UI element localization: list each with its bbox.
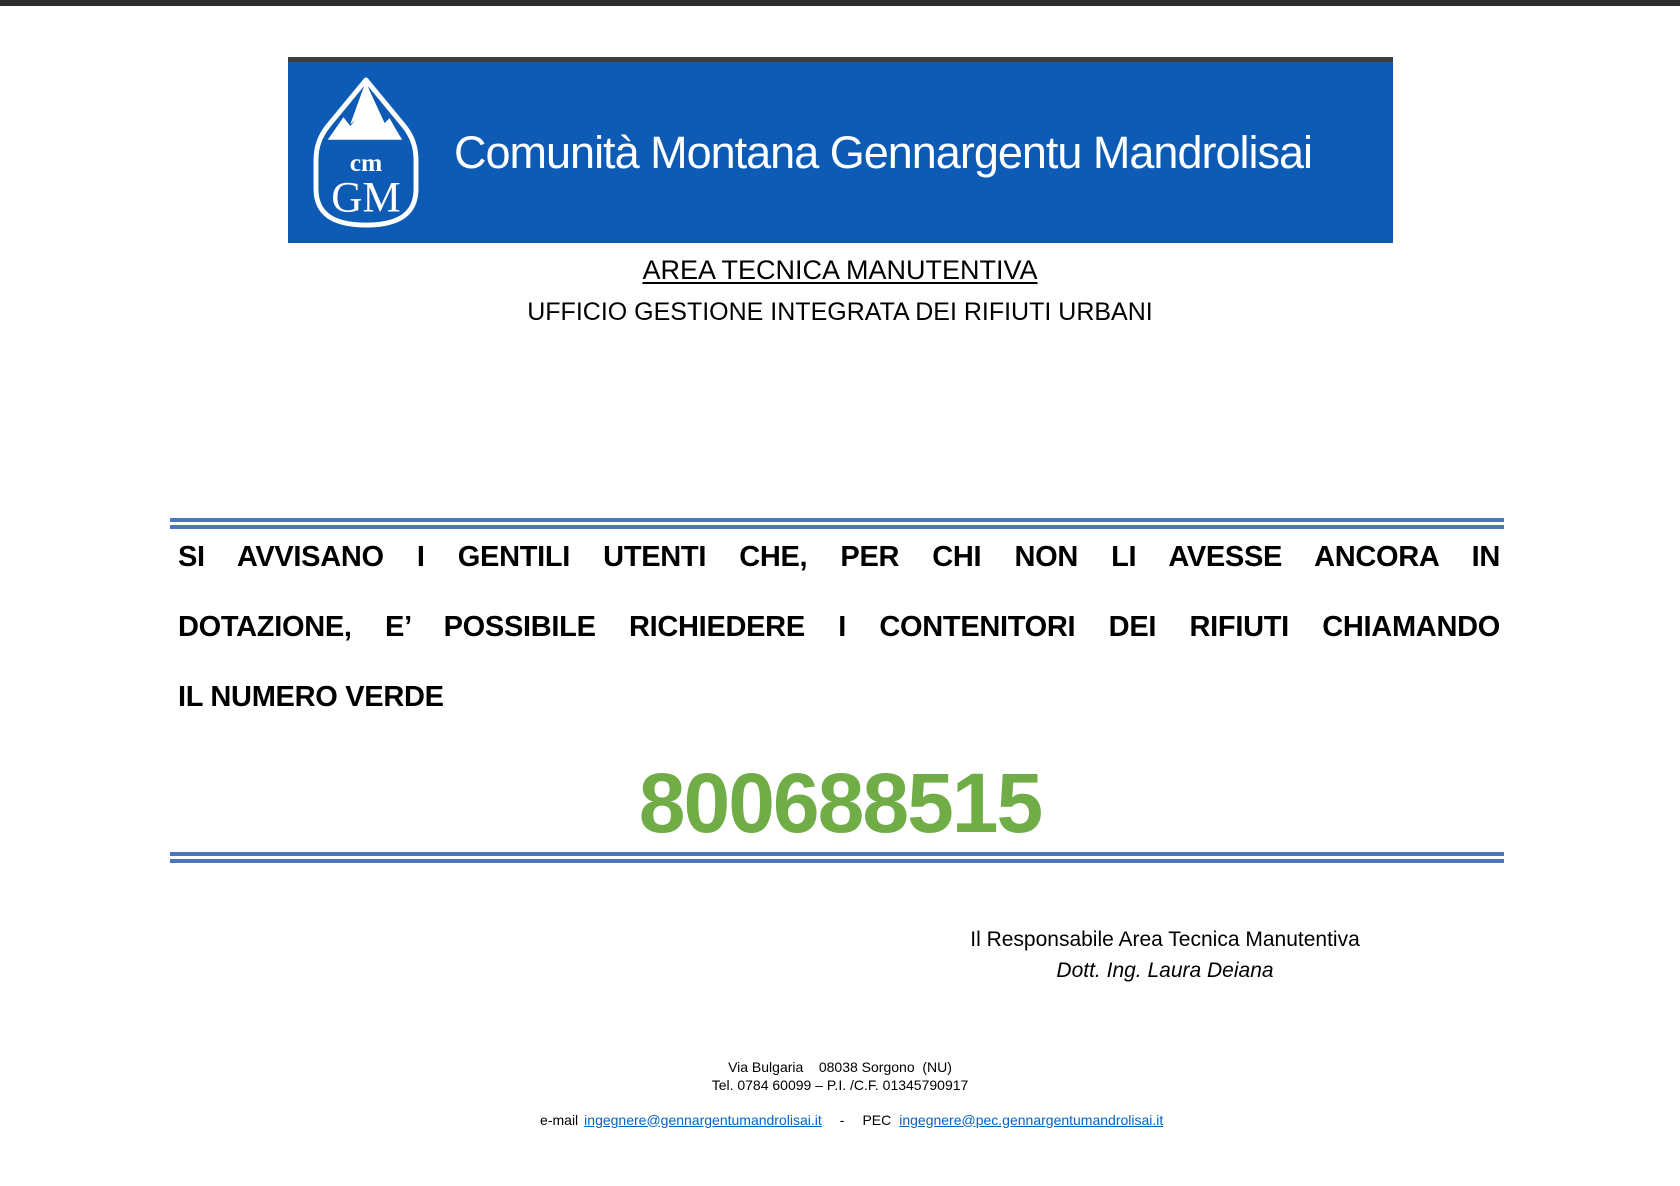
notice-line-3: IL NUMERO VERDE	[178, 681, 444, 713]
pec-link[interactable]: ingegnere@pec.gennargentumandrolisai.it	[899, 1111, 1164, 1128]
document-headings	[0, 255, 1680, 327]
toll-free-number: 800688515	[638, 756, 1042, 850]
notice-line-1: SI AVVISANO I GENTILI UTENTI CHE, PER CHI NON LI AVESSE ANCORA IN	[178, 541, 1500, 573]
department-heading: AREA TECNICA MANUTENTIVA	[642, 255, 1038, 285]
notice-line-2: DOTAZIONE, E’ POSSIBILE RICHIEDERE I CONTENITORI DEI RIFIUTI CHIAMANDO	[178, 611, 1500, 643]
footer-phone-tax: Tel. 0784 60099 – P.I. /C.F. 01345790917	[711, 1076, 969, 1093]
org-banner	[288, 57, 1393, 243]
footer-contacts-line	[0, 1094, 1680, 1147]
notice-paragraph	[178, 541, 1500, 751]
signature-block	[945, 928, 1385, 983]
logo-text-bottom: GM	[331, 173, 401, 221]
mountain-badge-logo-icon	[306, 77, 426, 229]
pec-label: PEC	[862, 1111, 892, 1128]
logo-text-top: cm	[349, 147, 383, 177]
office-heading: UFFICIO GESTIONE INTEGRATA DEI RIFIUTI URBANI	[527, 298, 1153, 326]
footer	[0, 1059, 1680, 1147]
signature-name: Dott. Ing. Laura Deiana	[1056, 959, 1274, 982]
org-name: Comunità Montana Gennargentu Mandrolisai	[454, 126, 1313, 178]
footer-address: Via Bulgaria 08038 Sorgono (NU)	[728, 1059, 952, 1075]
window-edge-bar	[0, 0, 1680, 6]
email-label: e-mail	[540, 1111, 579, 1128]
signature-role: Il Responsabile Area Tecnica Manutentiva	[970, 928, 1360, 951]
email-link[interactable]: ingegnere@gennargentumandrolisai.it	[584, 1111, 822, 1128]
divider-bottom	[170, 852, 1504, 863]
contacts-separator: -	[839, 1111, 845, 1128]
divider-top	[170, 518, 1504, 529]
